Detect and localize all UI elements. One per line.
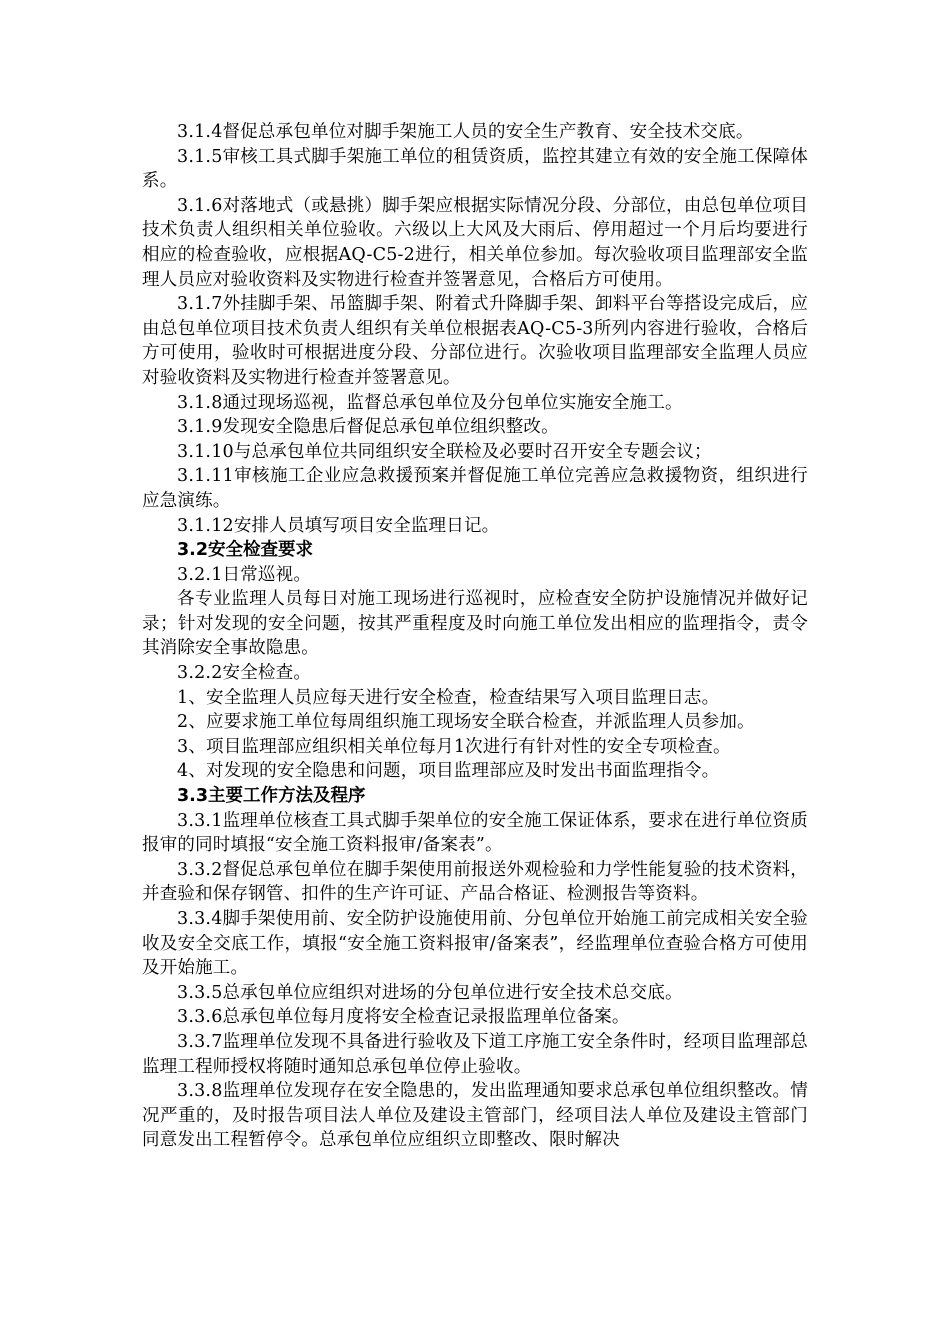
document-page: [142, 120, 808, 1153]
paragraph-3-3-8: 3.3.8监理单位发现存在安全隐患的，发出监理通知要求总承包单位组织整改。情况严重的，及时报告项目法人单位及建设主管部门，经项目法人单位及建设主管部门同意发出工程暂停令。总承包单位应组织立即整改、限时解决: [142, 1081, 808, 1151]
paragraph-3-1-5: 3.1.5审核工具式脚手架施工单位的租赁资质，监控其建立有效的安全施工保障体系。: [142, 146, 808, 192]
paragraph-3-3-5: 3.3.5总承包单位应组织对进场的分包单位进行安全技术总交底。: [177, 982, 683, 1003]
paragraph-3-1-7: 3.1.7外挂脚手架、吊篮脚手架、附着式升降脚手架、卸料平台等搭设完成后，应由总包单位项目技术负责人组织有关单位根据表AQ-C5-3所列内容进行验收，合格后方可使用，验收时可根据进度分段、分部位进行。次验收项目监理部安全监理人员应对验收资料及实物进行检查并签署意见。: [142, 294, 808, 388]
paragraph-3-1-12: 3.1.12安排人员填写项目安全监理日记。: [177, 515, 500, 536]
list-item-1: 1、安全监理人员应每天进行安全检查，检查结果写入项目监理日志。: [177, 687, 720, 708]
paragraph-3-3-2: 3.3.2督促总承包单位在脚手架使用前报送外观检验和力学性能复验的技术资料，并查验和保存钢管、扣件的生产许可证、产品合格证、检测报告等资料。: [142, 859, 808, 905]
paragraph-3-1-4: 3.1.4督促总承包单位对脚手架施工人员的安全生产教育、安全技术交底。: [177, 122, 754, 142]
paragraph-3-3-1: 3.3.1监理单位核查工具式脚手架单位的安全施工保证体系，要求在进行单位资质报审的同时填报“安全施工资料报审/备案表”。: [142, 810, 808, 856]
paragraph-3-2-1: 3.2.1日常巡视。: [177, 564, 312, 585]
paragraph-3-1-8: 3.1.8通过现场巡视，监督总承包单位及分包单位实施安全施工。: [177, 392, 683, 413]
paragraph-3-1-11: 3.1.11审核施工企业应急救援预案并督促施工单位完善应急救援物资，组织进行应急演练。: [142, 466, 808, 511]
paragraph-daily-patrol: 各专业监理人员每日对施工现场进行巡视时，应检查安全防护设施情况并做好记录；针对发现的安全问题，按其严重程度及时向施工单位发出相应的监理指令，责令其消除安全事故隐患。: [142, 589, 808, 659]
list-item-4: 4、对发现的安全隐患和问题，项目监理部应及时发出书面监理指令。: [177, 761, 720, 782]
paragraph-3-3-4: 3.3.4脚手架使用前、安全防护设施使用前、分包单位开始施工前完成相关安全验收及安全交底工作，填报“安全施工资料报审/备案表”，经监理单位查验合格方可使用及开始施工。: [142, 909, 808, 979]
section-heading-3-3: 3.3主要工作方法及程序: [177, 786, 366, 807]
section-heading-3-2: 3.2安全检查要求: [177, 540, 314, 561]
paragraph-3-3-6: 3.3.6总承包单位每月度将安全检查记录报监理单位备案。: [177, 1007, 630, 1028]
paragraph-3-2-2: 3.2.2安全检查。: [177, 663, 312, 684]
paragraph-3-3-7: 3.3.7监理单位发现不具备进行验收及下道工序施工安全条件时，经项目监理部总监理工程师授权将随时通知总承包单位停止验收。: [142, 1031, 808, 1077]
paragraph-3-1-9: 3.1.9发现安全隐患后督促总承包单位组织整改。: [177, 417, 559, 438]
paragraph-3-1-10: 3.1.10与总承包单位共同组织安全联检及必要时召开安全专题会议；: [177, 441, 712, 462]
paragraph-3-1-6: 3.1.6对落地式（或悬挑）脚手架应根据实际情况分段、分部位，由总包单位项目技术负责人组织相关单位验收。六级以上大风及大雨后、停用超过一个月后均要进行相应的检查验收，应根据AQ-C5-2进行，相关单位参加。每次验收项目监理部安全监理人员应对验收资料及实物进行检查并签署意见，合格后方可使用。: [142, 195, 808, 290]
list-item-2: 2、应要求施工单位每周组织施工现场安全联合检查，并派监理人员参加。: [177, 712, 755, 733]
list-item-3: 3、项目监理部应组织相关单位每月1次进行有针对性的安全专项检查。: [177, 736, 731, 757]
